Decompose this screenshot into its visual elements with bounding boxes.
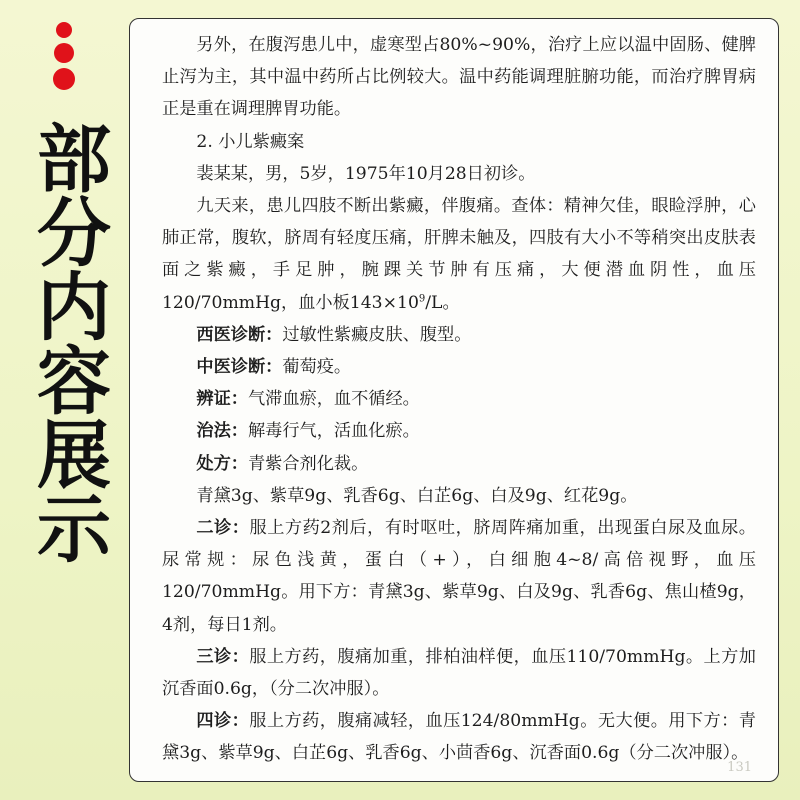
tcm-diagnosis [162,351,756,383]
syndrome [162,383,756,415]
paragraph-intro: 另外，在腹泻患儿中，虚寒型占80%~90%，治疗上应以温中固肠、健脾止泻为主，其中温中药所占比例较大。温中药能调理脏腑功能，而治疗脾胃病正是重在调理脾胃功能。 [162,35,756,120]
prescription-label: 处方： [196,453,248,474]
side-title: 部分内容展示 [25,120,111,564]
western-diagnosis [162,319,756,351]
third-visit-label: 三诊： [196,646,250,667]
history-exponent: 9 [418,292,426,304]
second-visit-text: 服上方药2剂后，有时呕吐，脐周阵痛加重，出现蛋白尿及血尿。尿常规：尿色浅黄，蛋白（+），白细胞4~8/高倍视野，血压120/70mmHg。用下方：青黛3g、紫草9g、白及9g、乳香6g、焦山楂9g，4剂，每日1剂。 [162,518,756,635]
syndrome-text: 气滞血瘀，血不循经。 [247,389,420,410]
prescription-text: 青紫合剂化裁。 [247,453,369,474]
western-diagnosis-text: 过敏性紫癜皮肤、腹型。 [282,324,472,345]
fourth-visit [162,705,756,769]
red-dot-icon [56,22,72,38]
treatment-method [162,415,756,447]
treatment-method-text: 解毒行气，活血化瘀。 [247,421,420,442]
page-number: 131 [727,760,752,775]
third-visit [162,641,756,705]
history-text: 九天来，患儿四肢不断出紫癜，伴腹痛。查体：精神欠佳，眼睑浮肿，心肺正常，腹软，脐周有轻度压痛，肝脾未触及，四肢有大小不等稍突出皮肤表面之紫癜，手足肿，腕踝关节肿有压痛，大便潜血阴性，血压120/70mmHg，血小板143×10 [162,196,756,313]
decorative-dots [52,22,76,95]
history-paragraph [162,190,756,319]
fourth-visit-label: 四诊： [196,711,250,732]
syndrome-label: 辨证： [196,389,248,410]
treatment-method-label: 治法： [196,421,248,442]
red-dot-icon [53,68,75,90]
herb-list: 青黛3g、紫草9g、乳香6g、白芷6g、白及9g、红花9g。 [196,485,638,506]
prescription [162,448,756,480]
red-dot-icon [54,43,74,63]
third-visit-text: 服上方药，腹痛加重，排柏油样便，血压110/70mmHg。上方加沉香面0.6g，（分二次冲服）。 [162,646,756,700]
patient-info: 裴某某，男，5岁，1975年10月28日初诊。 [196,163,536,184]
fourth-visit-text: 服上方药，腹痛减轻，血压124/80mmHg。无大便。用下方：青黛3g、紫草9g、白芷6g、乳香6g、小茴香6g、沉香面0.6g（分二次冲服）。 [162,711,756,764]
western-diagnosis-label: 西医诊断： [196,324,283,345]
second-visit [162,512,756,641]
history-text-end: /L。 [425,292,460,313]
tcm-diagnosis-label: 中医诊断： [196,357,283,378]
second-visit-label: 二诊： [196,518,250,539]
book-page-card [129,18,779,782]
case-title: 2. 小儿紫癜案 [196,131,305,152]
tcm-diagnosis-text: 葡萄疫。 [282,357,352,378]
